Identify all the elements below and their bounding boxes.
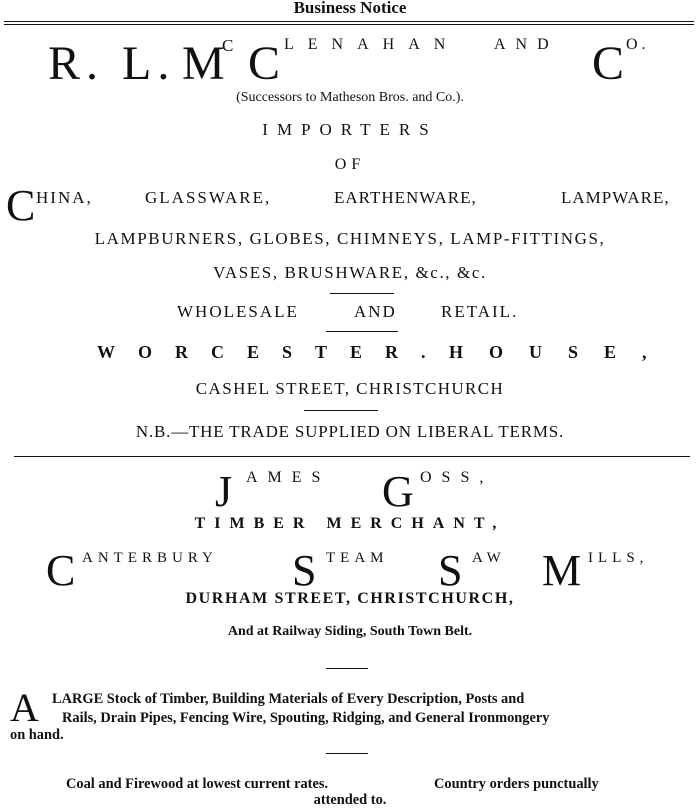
mills-m: M: [542, 546, 582, 595]
of-word: OF: [334, 156, 366, 173]
mills-aw: AW: [472, 550, 506, 566]
wholesale-word: WHOLESALE: [177, 302, 299, 321]
mills-ills: ILLS,: [588, 550, 649, 566]
goods-glassware: GLASSWARE,: [145, 188, 272, 207]
country-orders-line: Country orders punctually: [434, 776, 599, 792]
section-divider: [14, 456, 690, 457]
stock-line-1: LARGE Stock of Timber, Building Materials of Every Description, Posts and: [52, 691, 525, 707]
goods-earthenware: EARTHENWARE,: [334, 188, 477, 207]
section-title: Business Notice: [293, 0, 407, 17]
goods-line-2: LAMPBURNERS, GLOBES, CHIMNEYS, LAMP-FITTINGS,: [94, 229, 606, 248]
firm-clen-c: C: [248, 37, 281, 90]
stock-drop-cap: A: [10, 685, 39, 730]
short-rule-2: [326, 753, 368, 754]
name-g: G: [382, 467, 414, 516]
address-line: CASHEL STREET, CHRISTCHURCH: [195, 379, 505, 398]
firm-name-rest: LENAHAN: [284, 36, 460, 53]
successors-line: (Successors to Matheson Bros. and Co.).: [236, 90, 464, 105]
firm-and: AND: [494, 36, 559, 53]
firm-mac-c: C: [222, 36, 234, 55]
mills-c: C: [46, 546, 76, 595]
name-ames: AMES: [246, 469, 331, 486]
line3-underline: [330, 293, 394, 294]
timber-merchant: TIMBER MERCHANT,: [194, 515, 506, 532]
short-rule-1: [326, 668, 368, 669]
goods-lampware: LAMPWARE,: [561, 188, 670, 207]
firm-mac-m: M: [182, 37, 225, 90]
retail-word: RETAIL.: [441, 302, 519, 321]
coal-firewood-line: Coal and Firewood at lowest current rates.: [66, 776, 329, 792]
worcester-word: WORCESTER.: [97, 342, 449, 362]
importers-heading: IMPORTERS: [262, 120, 438, 139]
wholesale-underline: [326, 331, 398, 332]
mills-s2: S: [438, 546, 463, 595]
and-word: AND: [354, 302, 397, 321]
name-j: J: [215, 467, 233, 516]
stock-line-3: on hand.: [10, 727, 64, 743]
firm-initials: R. L.: [48, 37, 176, 90]
goods-line-3: VASES, BRUSHWARE, &c., &c.: [213, 263, 487, 282]
header-rule-thin: [4, 24, 694, 25]
mills-s1: S: [292, 546, 317, 595]
mills-team: TEAM: [326, 550, 389, 566]
stock-line-2: Rails, Drain Pipes, Fencing Wire, Spouting, Ridging, and General Ironmongery: [62, 710, 550, 726]
goods-china: HINA,: [36, 188, 93, 207]
railway-siding-line: And at Railway Siding, South Town Belt.: [227, 624, 473, 639]
attended-to-line: attended to.: [313, 792, 387, 808]
durham-street-line: DURHAM STREET, CHRISTCHURCH,: [185, 590, 515, 607]
house-word: HOUSE,: [449, 342, 673, 362]
china-drop-cap: C: [6, 181, 36, 230]
trade-terms-line: N.B.—THE TRADE SUPPLIED ON LIBERAL TERMS.: [135, 422, 565, 441]
address-underline: [304, 410, 378, 411]
header-rule: [4, 21, 694, 22]
firm-co-c: C: [592, 37, 625, 90]
firm-co-rest: O.: [626, 36, 650, 53]
mills-anterbury: ANTERBURY: [82, 550, 218, 566]
name-oss: OSS,: [420, 469, 494, 486]
